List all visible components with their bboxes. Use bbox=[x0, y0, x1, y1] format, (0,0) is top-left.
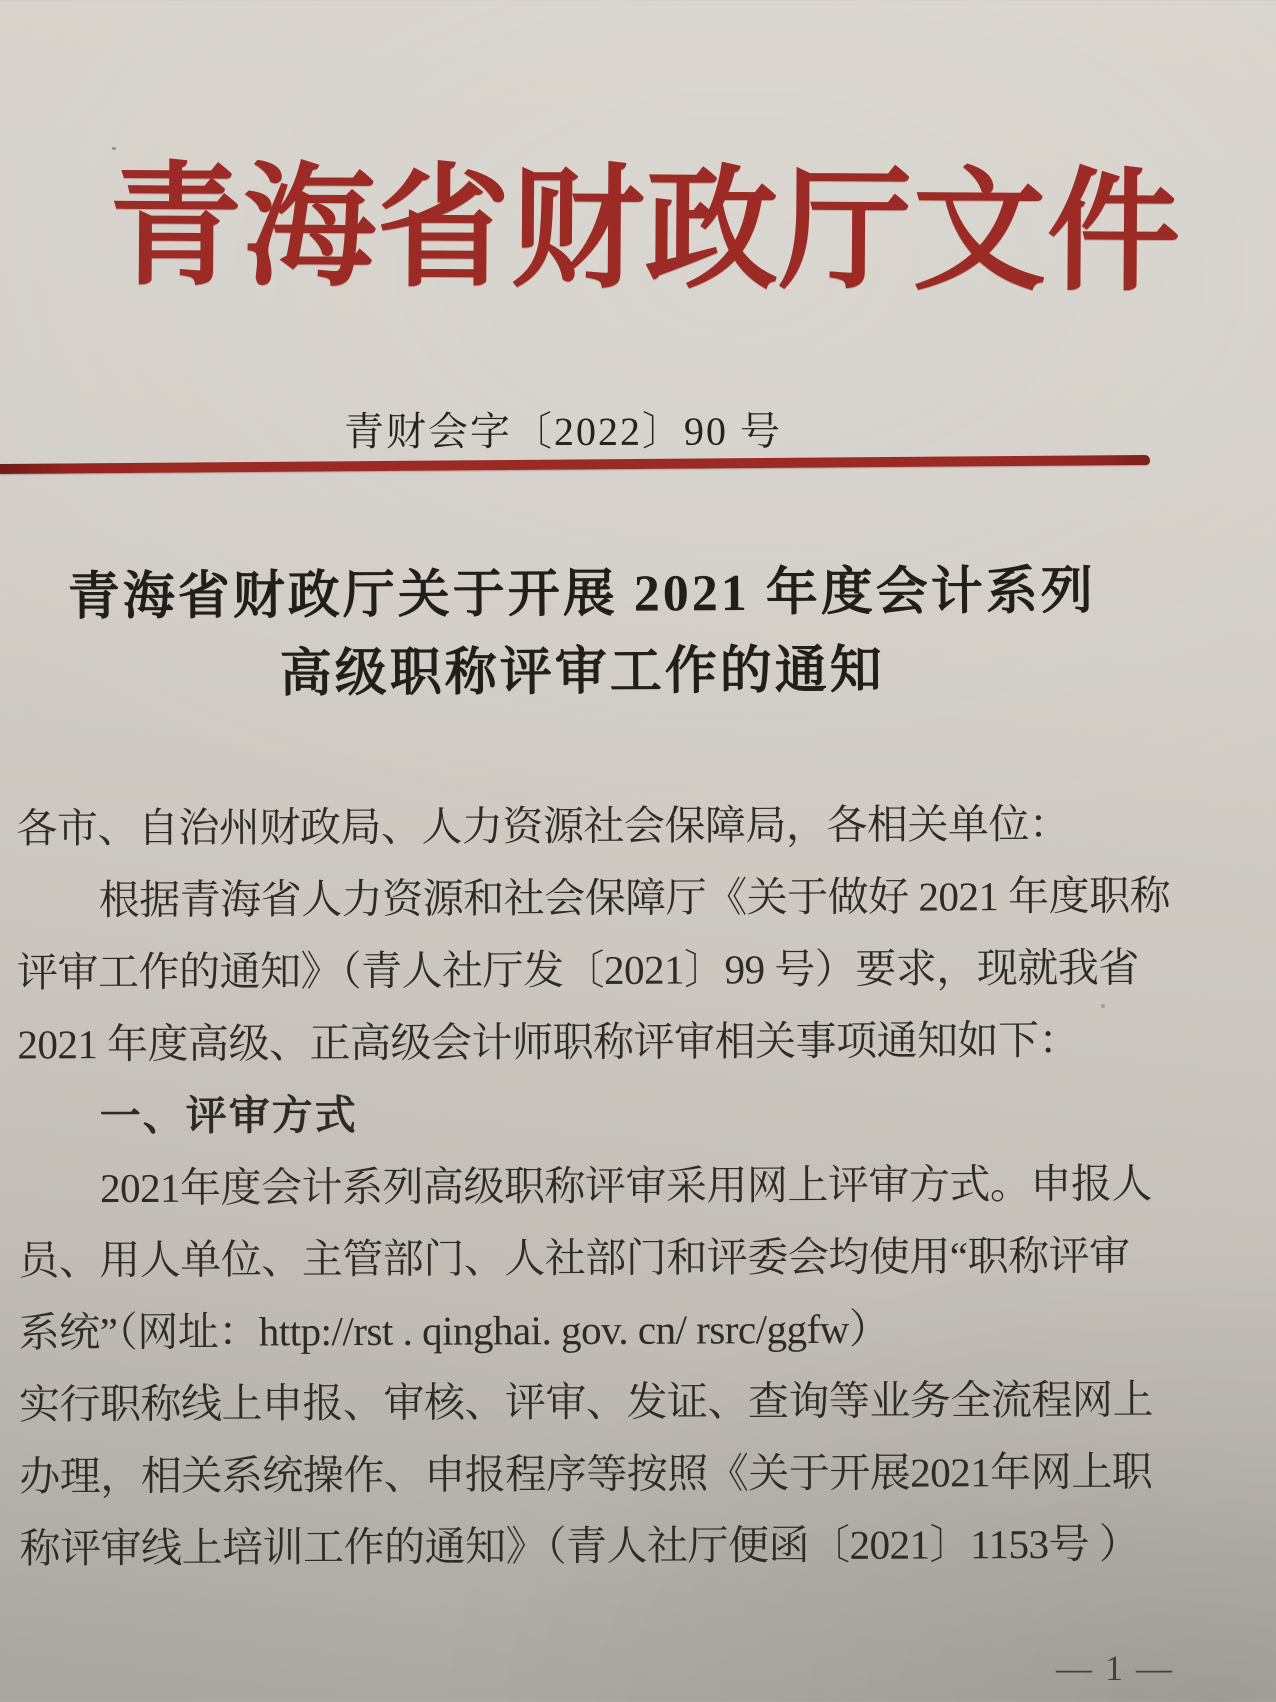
body-line: 评审工作的通知》（青人社厅发〔2021〕99 号）要求，现就我省 bbox=[16, 944, 1139, 996]
paper-speck bbox=[112, 147, 116, 150]
issuing-authority-banner: 青海省财政厅文件 bbox=[108, 152, 1182, 308]
notice-title-line2: 高级职称评审工作的通知 bbox=[279, 642, 885, 703]
body-line: 员、用人单位、主管部门、人社部门和评委会均使用“职称评审 bbox=[18, 1232, 1130, 1284]
body-line: 根据青海省人力资源和社会保障厅《关于做好 2021 年度职称 bbox=[98, 872, 1171, 924]
paper-speck bbox=[1101, 1004, 1105, 1008]
notice-title bbox=[0, 552, 1164, 715]
document-reference-number: 青财会字〔2022〕90 号 bbox=[343, 408, 783, 455]
body-line-system-url: 系统”（网址：http://rst . qinghai. gov. cn/ rsrc/ggfw） bbox=[18, 1305, 890, 1356]
body-line: 称评审线上培训工作的通知》（青人社厅便函〔2021〕1153号 ） bbox=[19, 1520, 1140, 1572]
section-heading: 一、评审方式 bbox=[99, 1092, 358, 1140]
body-line: 办理，相关系统操作、申报程序等按照《关于开展2021年网上职 bbox=[19, 1448, 1153, 1500]
body-line: 2021 年度高级、正高级会计师职称评审相关事项通知如下： bbox=[17, 1016, 1080, 1068]
body-line: 2021年度会计系列高级职称评审采用网上评审方式。申报人 bbox=[99, 1160, 1153, 1212]
body-line: 实行职称线上申报、审核、评审、发证、查询等业务全流程网上 bbox=[18, 1376, 1154, 1428]
paper-speck bbox=[689, 835, 692, 838]
red-divider-rule bbox=[0, 455, 1150, 474]
page-number: — 1 — bbox=[1056, 1648, 1174, 1688]
notice-title-line1: 青海省财政厅关于开展 2021 年度会计系列 bbox=[67, 562, 1096, 627]
body-line-salutation: 各市、自治州财政局、人力资源社会保障局，各相关单位： bbox=[16, 800, 1070, 852]
notice-body bbox=[16, 788, 1171, 1585]
